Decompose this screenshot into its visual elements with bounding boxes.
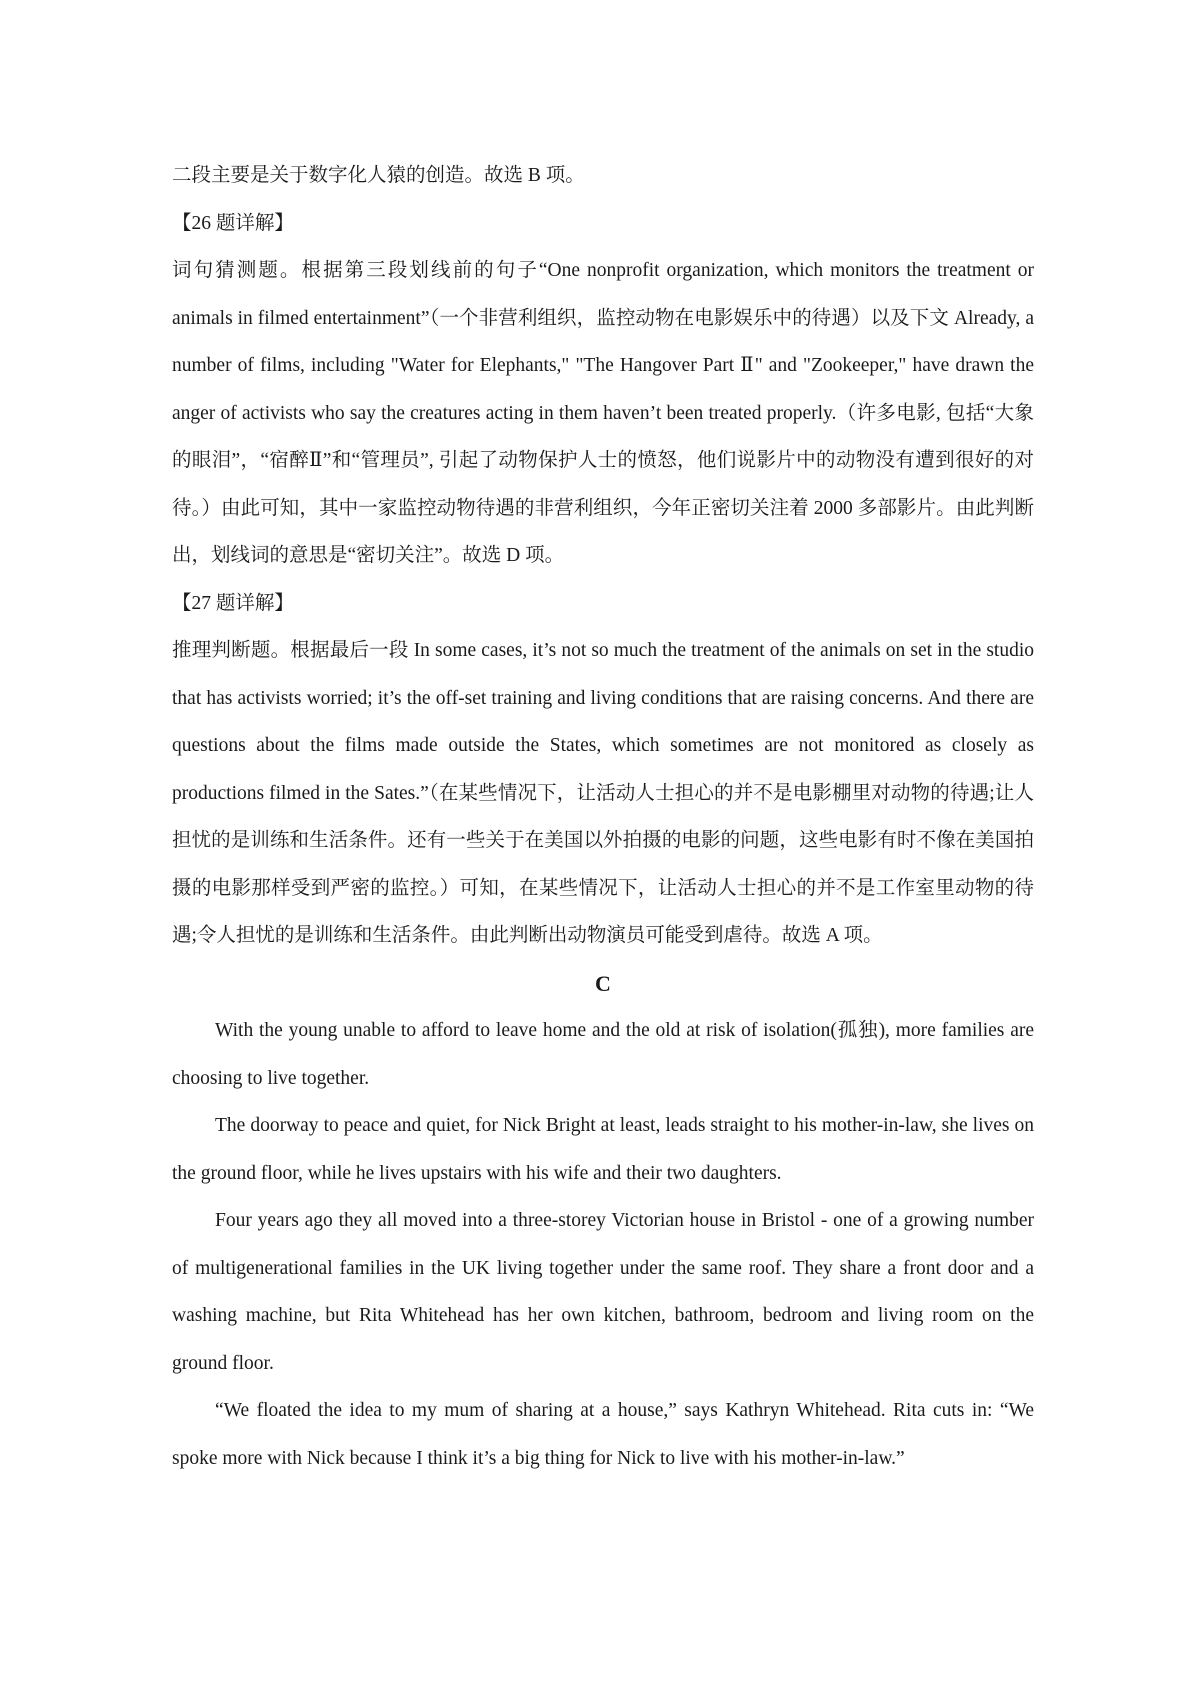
passage-paragraph: With the young unable to afford to leave home and the old at risk of isolation(孤独), more families are choosing to live together.: [172, 1020, 1034, 1089]
section-c-title: C: [595, 970, 611, 996]
passage-paragraph: The doorway to peace and quiet, for Nick Bright at least, leads straight to his mother-in-law, she lives on the ground floor, while he lives upstairs with his wife and their two daughters.: [172, 1115, 1034, 1184]
q26-explanation: 词句猜测题。根据第三段划线前的句子“One nonprofit organization, which monitors the treatment or animals in filmed entertainment”（一个非营利组织，监控动物在电影娱乐中的待遇）以及下文 Already, a number of films, including "Water for Elephants," "The Hangover Part Ⅱ" and "Zookeeper," have drawn the anger of activists who say the creatures acting in them haven’t been treated properly.（许多电影, 包括“大象的眼泪”，“宿醉Ⅱ”和“管理员”, 引起了动物保护人士的愤怒，他们说影片中的动物没有遭到很好的对待。）由此可知，其中一家监控动物待遇的非营利组织，今年正密切关注着 2000 多部影片。由此判断出，划线词的意思是“密切关注”。故选 D 项。: [172, 260, 1034, 566]
q27-explanation: 推理判断题。根据最后一段 In some cases, it’s not so much the treatment of the animals on set in the studio that has activists worried; it’s the off-set training and living conditions that are raising concerns. And there are questions about the films made outside the States, which sometimes are not monitored as closely as productions filmed in the Sates.”（在某些情况下，让活动人士担心的并不是电影棚里对动物的待遇;让人担忧的是训练和生活条件。还有一些关于在美国以外拍摄的电影的问题，这些电影有时不像在美国拍摄的电影那样受到严密的监控。）可知，在某些情况下，让活动人士担心的并不是工作室里动物的待遇;令人担忧的是训练和生活条件。由此判断出动物演员可能受到虐待。故选 A 项。: [172, 640, 1034, 946]
passage-paragraph: Four years ago they all moved into a three-storey Victorian house in Bristol - one of a growing number of multigenerational families in the UK living together under the same roof. They share a front door and a washing machine, but Rita Whitehead has her own kitchen, bathroom, bedroom and living room on the ground floor.: [172, 1210, 1034, 1374]
document-content: [172, 152, 1034, 1482]
passage-paragraph: “We floated the idea to my mum of sharing at a house,” says Kathryn Whitehead. Rita cuts in: “We spoke more with Nick because I think it’s a big thing for Nick to live with his mother-in-law.”: [172, 1400, 1034, 1469]
q27-heading: 【27 题详解】: [172, 592, 294, 614]
q26-heading: 【26 题详解】: [172, 212, 294, 234]
intro-line: 二段主要是关于数字化人猿的创造。故选 B 项。: [172, 165, 585, 186]
